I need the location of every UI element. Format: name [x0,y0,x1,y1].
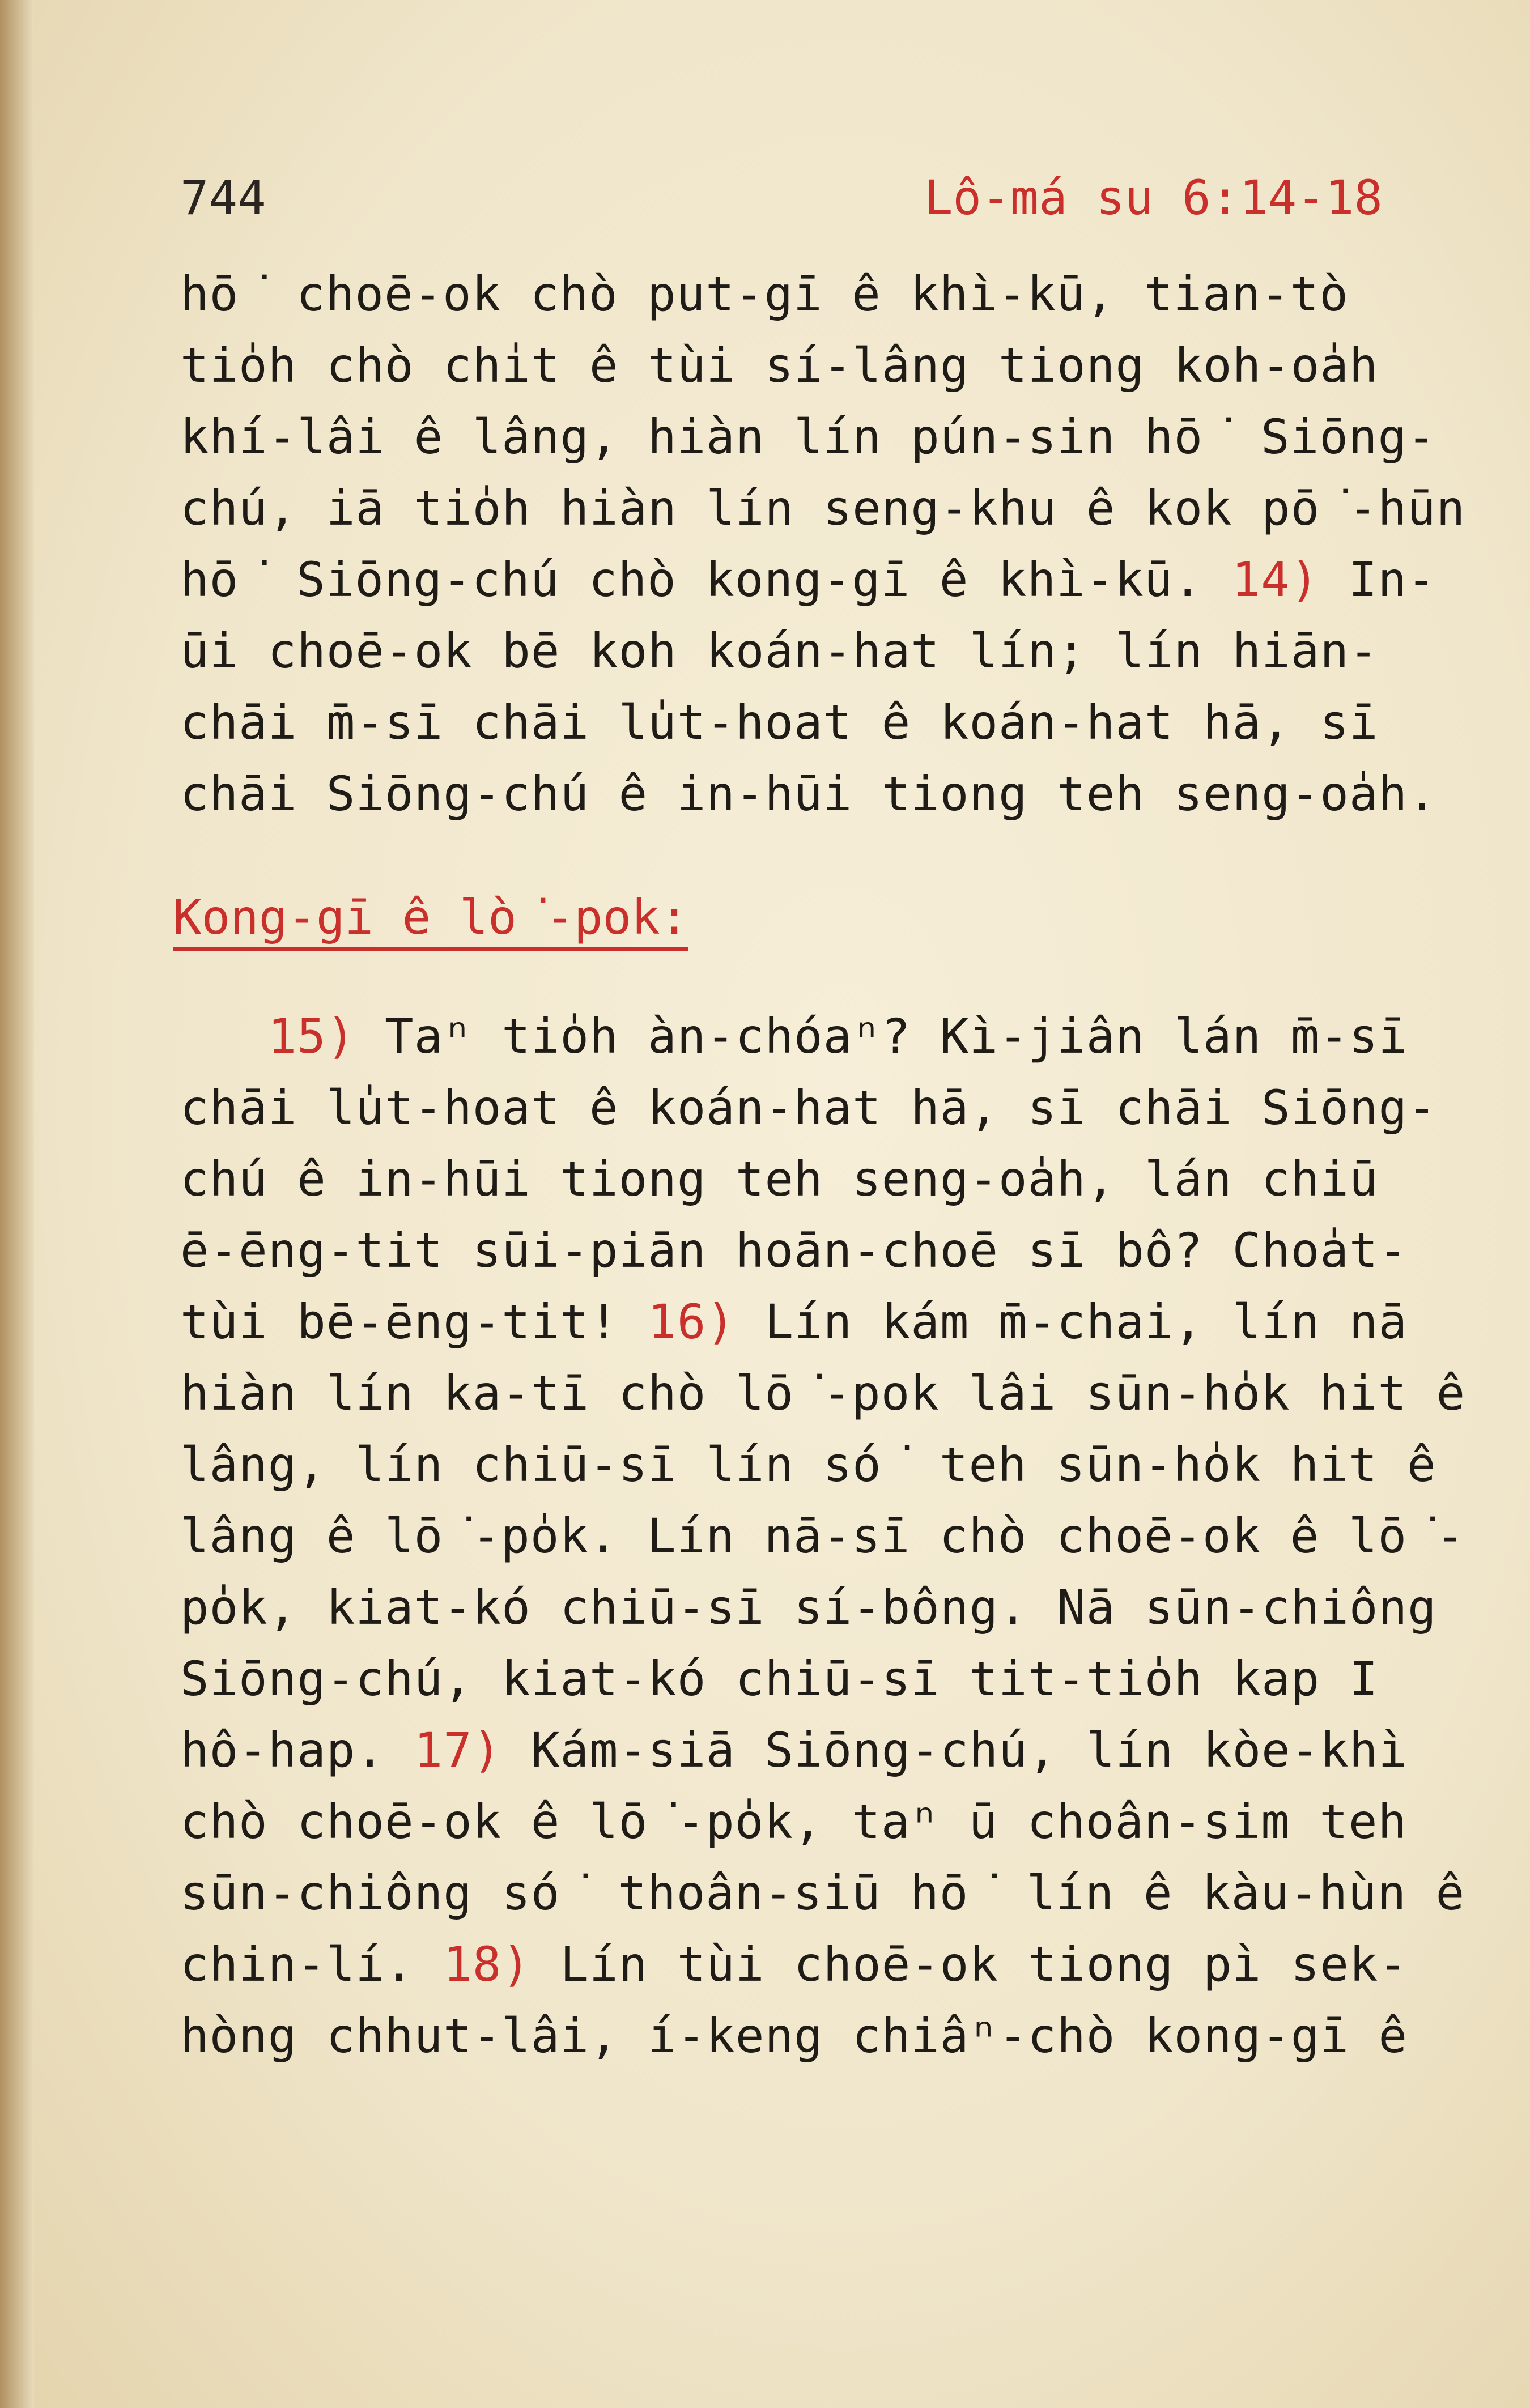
text-segment: hō͘ choē-ok chò put-gī ê khì-kū, tian-tò [180,266,1349,322]
text-segment: hō͘ Siōng-chú chò kong-gī ê khì-kū. [180,552,1232,607]
text-line [180,1651,1438,1707]
text-line [180,1009,1438,1064]
text-line [180,2008,1438,2064]
text-segment: hòng chhut-lâi, í-keng chiâⁿ-chò kong-gī ê [180,2008,1408,2064]
verse-number: 15) [267,1009,356,1064]
text-segment: ē-ēng-tit sūi-piān hoān-choē sī bô? Choa̍t- [180,1223,1408,1278]
text-segment: hiàn lín ka-tī chò lō͘-pok lâi sūn-ho̍k hit ê [180,1365,1466,1421]
text-line [180,552,1438,607]
verse-number: 17) [414,1722,502,1778]
text-line [180,1580,1438,1635]
text-line [180,338,1438,393]
text-line [180,623,1438,679]
text-segment: tùi bē-ēng-tit! [180,1294,648,1350]
text-line [180,1080,1438,1135]
page-binding-edge [0,0,34,2408]
text-line [180,766,1438,822]
text-segment: chin-lí. [180,1937,444,1992]
chapter-reference: Lô-má su 6:14-18 [924,170,1383,226]
text-segment: hô-hap. [180,1722,414,1778]
text-segment: Siōng-chú, kiat-kó chiū-sī tit-tio̍h kap I [180,1651,1379,1707]
text-line [180,1865,1465,1921]
text-segment: chú, iā tio̍h hiàn lín seng-khu ê kok pō͘-hūn [180,480,1466,536]
text-line [180,1508,1465,1564]
text-line [180,695,1438,750]
text-line [180,1151,1438,1207]
text-line [180,1794,1438,1849]
text-line [180,409,1438,465]
text-line [180,1223,1438,1278]
text-segment: sūn-chiông só͘ thoân-siū hō͘ lín ê kàu-hùn ê [180,1865,1465,1921]
text-segment: chāi Siōng-chú ê in-hūi tiong teh seng-oa̍h. [180,766,1437,822]
text-segment: chú ê in-hūi tiong teh seng-oa̍h, lán chiū [180,1151,1379,1207]
text-segment: chāi lu̍t-hoat ê koán-hat hā, sī chāi Siōng- [180,1080,1437,1135]
text-segment: chāi m̄-sī chāi lu̍t-hoat ê koán-hat hā, sī [180,695,1379,750]
text-line [180,1437,1438,1492]
verse-number: 18) [443,1937,531,1992]
text-line [180,1722,1438,1778]
text-segment: lâng ê lō͘-po̍k. Lín nā-sī chò choē-ok ê lō͘- [180,1508,1465,1564]
text-segment: In- [1319,552,1436,607]
text-segment [180,1009,268,1064]
text-segment: chò choē-ok ê lō͘-po̍k, taⁿ ū choân-sim teh [180,1794,1408,1849]
verse-number: 16) [648,1294,736,1350]
text-segment: Lín kám m̄-chai, lín nā [735,1294,1408,1350]
section-title: Kong-gī ê lò͘-pok: [173,890,688,951]
text-line [180,266,1438,322]
text-line [180,1365,1466,1421]
text-segment: lâng, lín chiū-sī lín só͘ teh sūn-ho̍k hit ê [180,1437,1436,1492]
page-number: 744 [180,170,266,226]
text-line [180,480,1466,536]
text-segment: Kám-siā Siōng-chú, lín kòe-khì [502,1722,1408,1778]
verse-number: 14) [1231,552,1320,607]
text-line [180,1937,1438,1992]
text-segment: Taⁿ tio̍h àn-chóaⁿ? Kì-jiân lán m̄-sī [355,1009,1408,1064]
text-segment: ūi choē-ok bē koh koán-hat lín; lín hiān- [180,623,1379,679]
text-segment: khí-lâi ê lâng, hiàn lín pún-sin hō͘ Siōng- [180,409,1436,465]
text-segment: tio̍h chò chi̍t ê tùi sí-lâng tiong koh-oa̍h [180,338,1379,393]
text-line [180,1294,1438,1350]
text-segment: Lín tùi choē-ok tiong pì sek- [530,1937,1408,1992]
text-segment: po̍k, kiat-kó chiū-sī sí-bông. Nā sūn-chiông [180,1580,1437,1635]
